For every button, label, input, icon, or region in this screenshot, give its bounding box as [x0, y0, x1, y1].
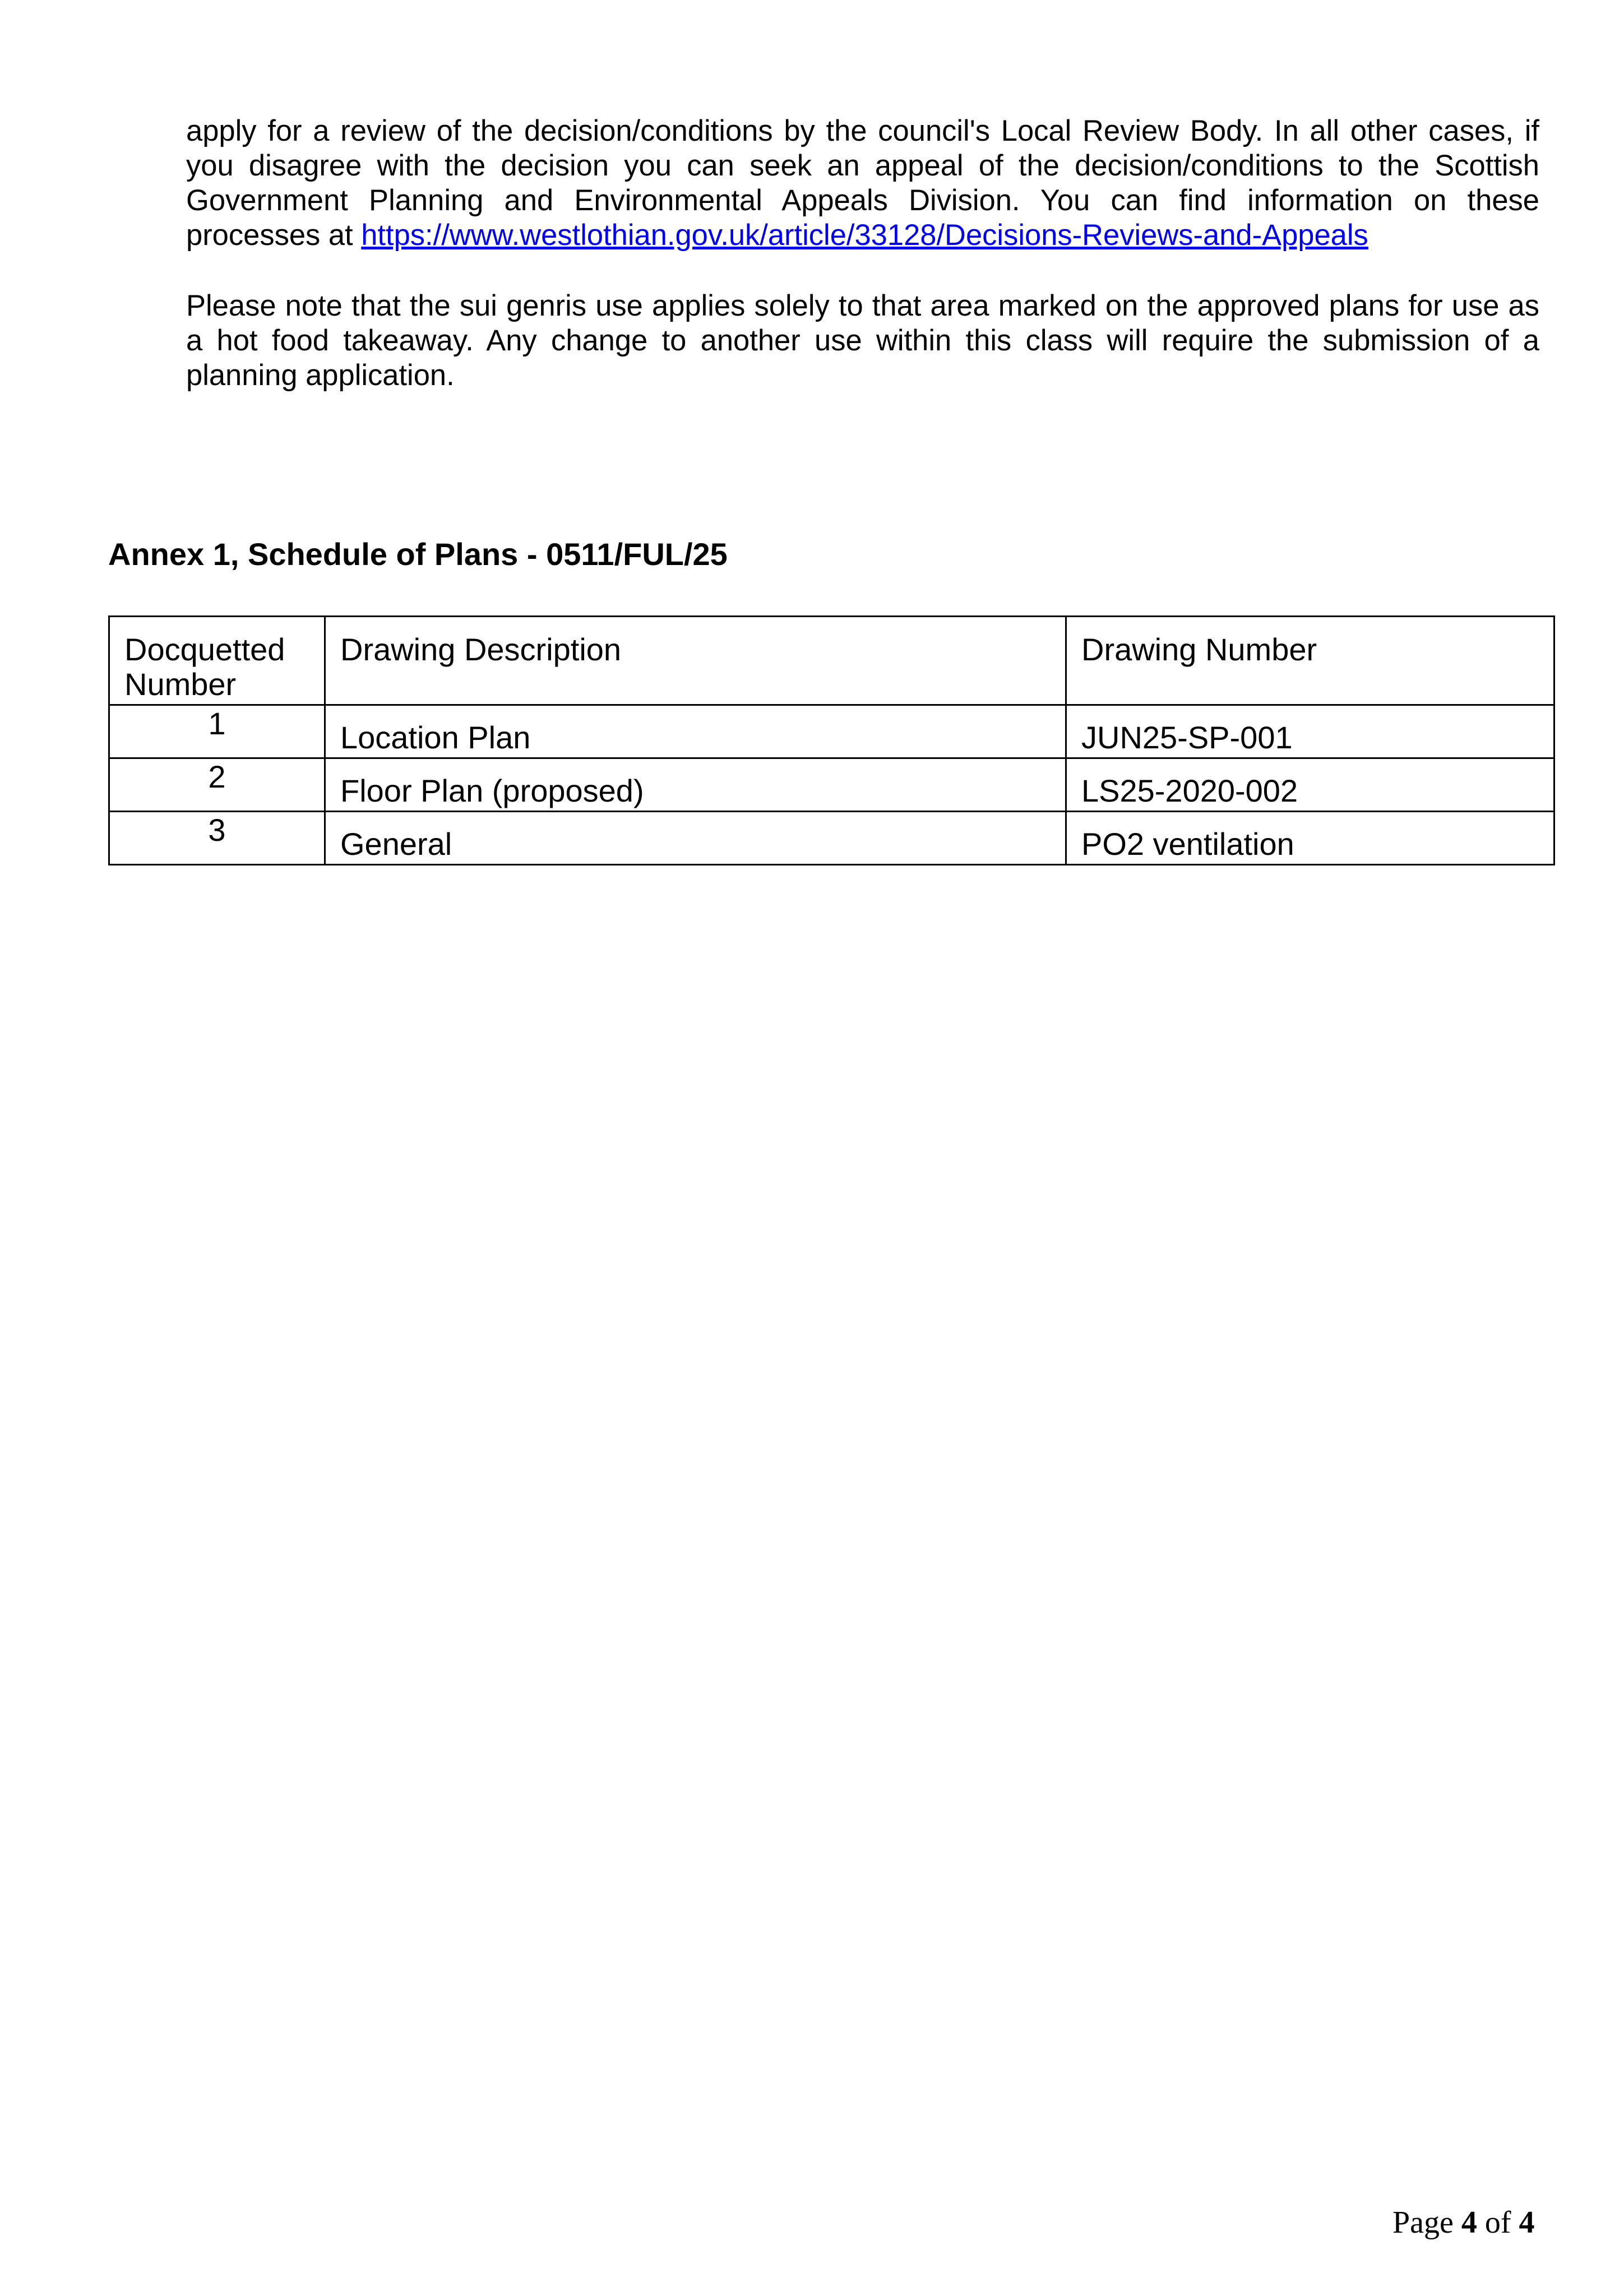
- page-total: 4: [1519, 2205, 1535, 2240]
- header-drawing-description: Drawing Description: [325, 617, 1066, 705]
- docquetted-number-cell: 2: [109, 758, 325, 812]
- header-docquetted-number: Docquetted Number: [109, 617, 325, 705]
- docquetted-number-cell: 3: [109, 812, 325, 865]
- schedule-of-plans-table: [108, 615, 1555, 865]
- paragraph-review-appeals: [186, 114, 1539, 253]
- drawing-number-cell: PO2 ventilation: [1066, 812, 1554, 865]
- table-row: [109, 705, 1554, 758]
- page-of: of: [1484, 2205, 1511, 2240]
- table-row: [109, 758, 1554, 812]
- page-current: 4: [1461, 2205, 1477, 2240]
- paragraph-sui-generis-note: Please note that the sui genris use applies solely to that area marked on the approved plans for use as a hot food takeaway. Any change to another use within this class will require the submission of a planning application.: [186, 289, 1539, 392]
- paragraph-review-appeals-text: apply for a review of the decision/conditions by the council's Local Review Body. In all other cases, if you disagree with the decision you can seek an appeal of the decision/conditions to the Scottish Government Planning and Environmental Appeals Division. You can find information on these processes at: [186, 114, 1539, 252]
- drawing-number-cell: JUN25-SP-001: [1066, 705, 1554, 758]
- drawing-description-cell: Location Plan: [325, 705, 1066, 758]
- drawing-description-cell: Floor Plan (proposed): [325, 758, 1066, 812]
- docquetted-number-cell: 1: [109, 705, 325, 758]
- annex-title: Annex 1, Schedule of Plans - 0511/FUL/25: [108, 536, 728, 572]
- table-row: [109, 812, 1554, 865]
- page-number: [1392, 2203, 1535, 2242]
- table-header-row: [109, 617, 1554, 705]
- page-label: Page: [1392, 2205, 1454, 2240]
- decisions-reviews-appeals-link[interactable]: https://www.westlothian.gov.uk/article/33128/Decisions-Reviews-and-Appeals: [361, 219, 1368, 252]
- header-drawing-number: Drawing Number: [1066, 617, 1554, 705]
- drawing-number-cell: LS25-2020-002: [1066, 758, 1554, 812]
- drawing-description-cell: General: [325, 812, 1066, 865]
